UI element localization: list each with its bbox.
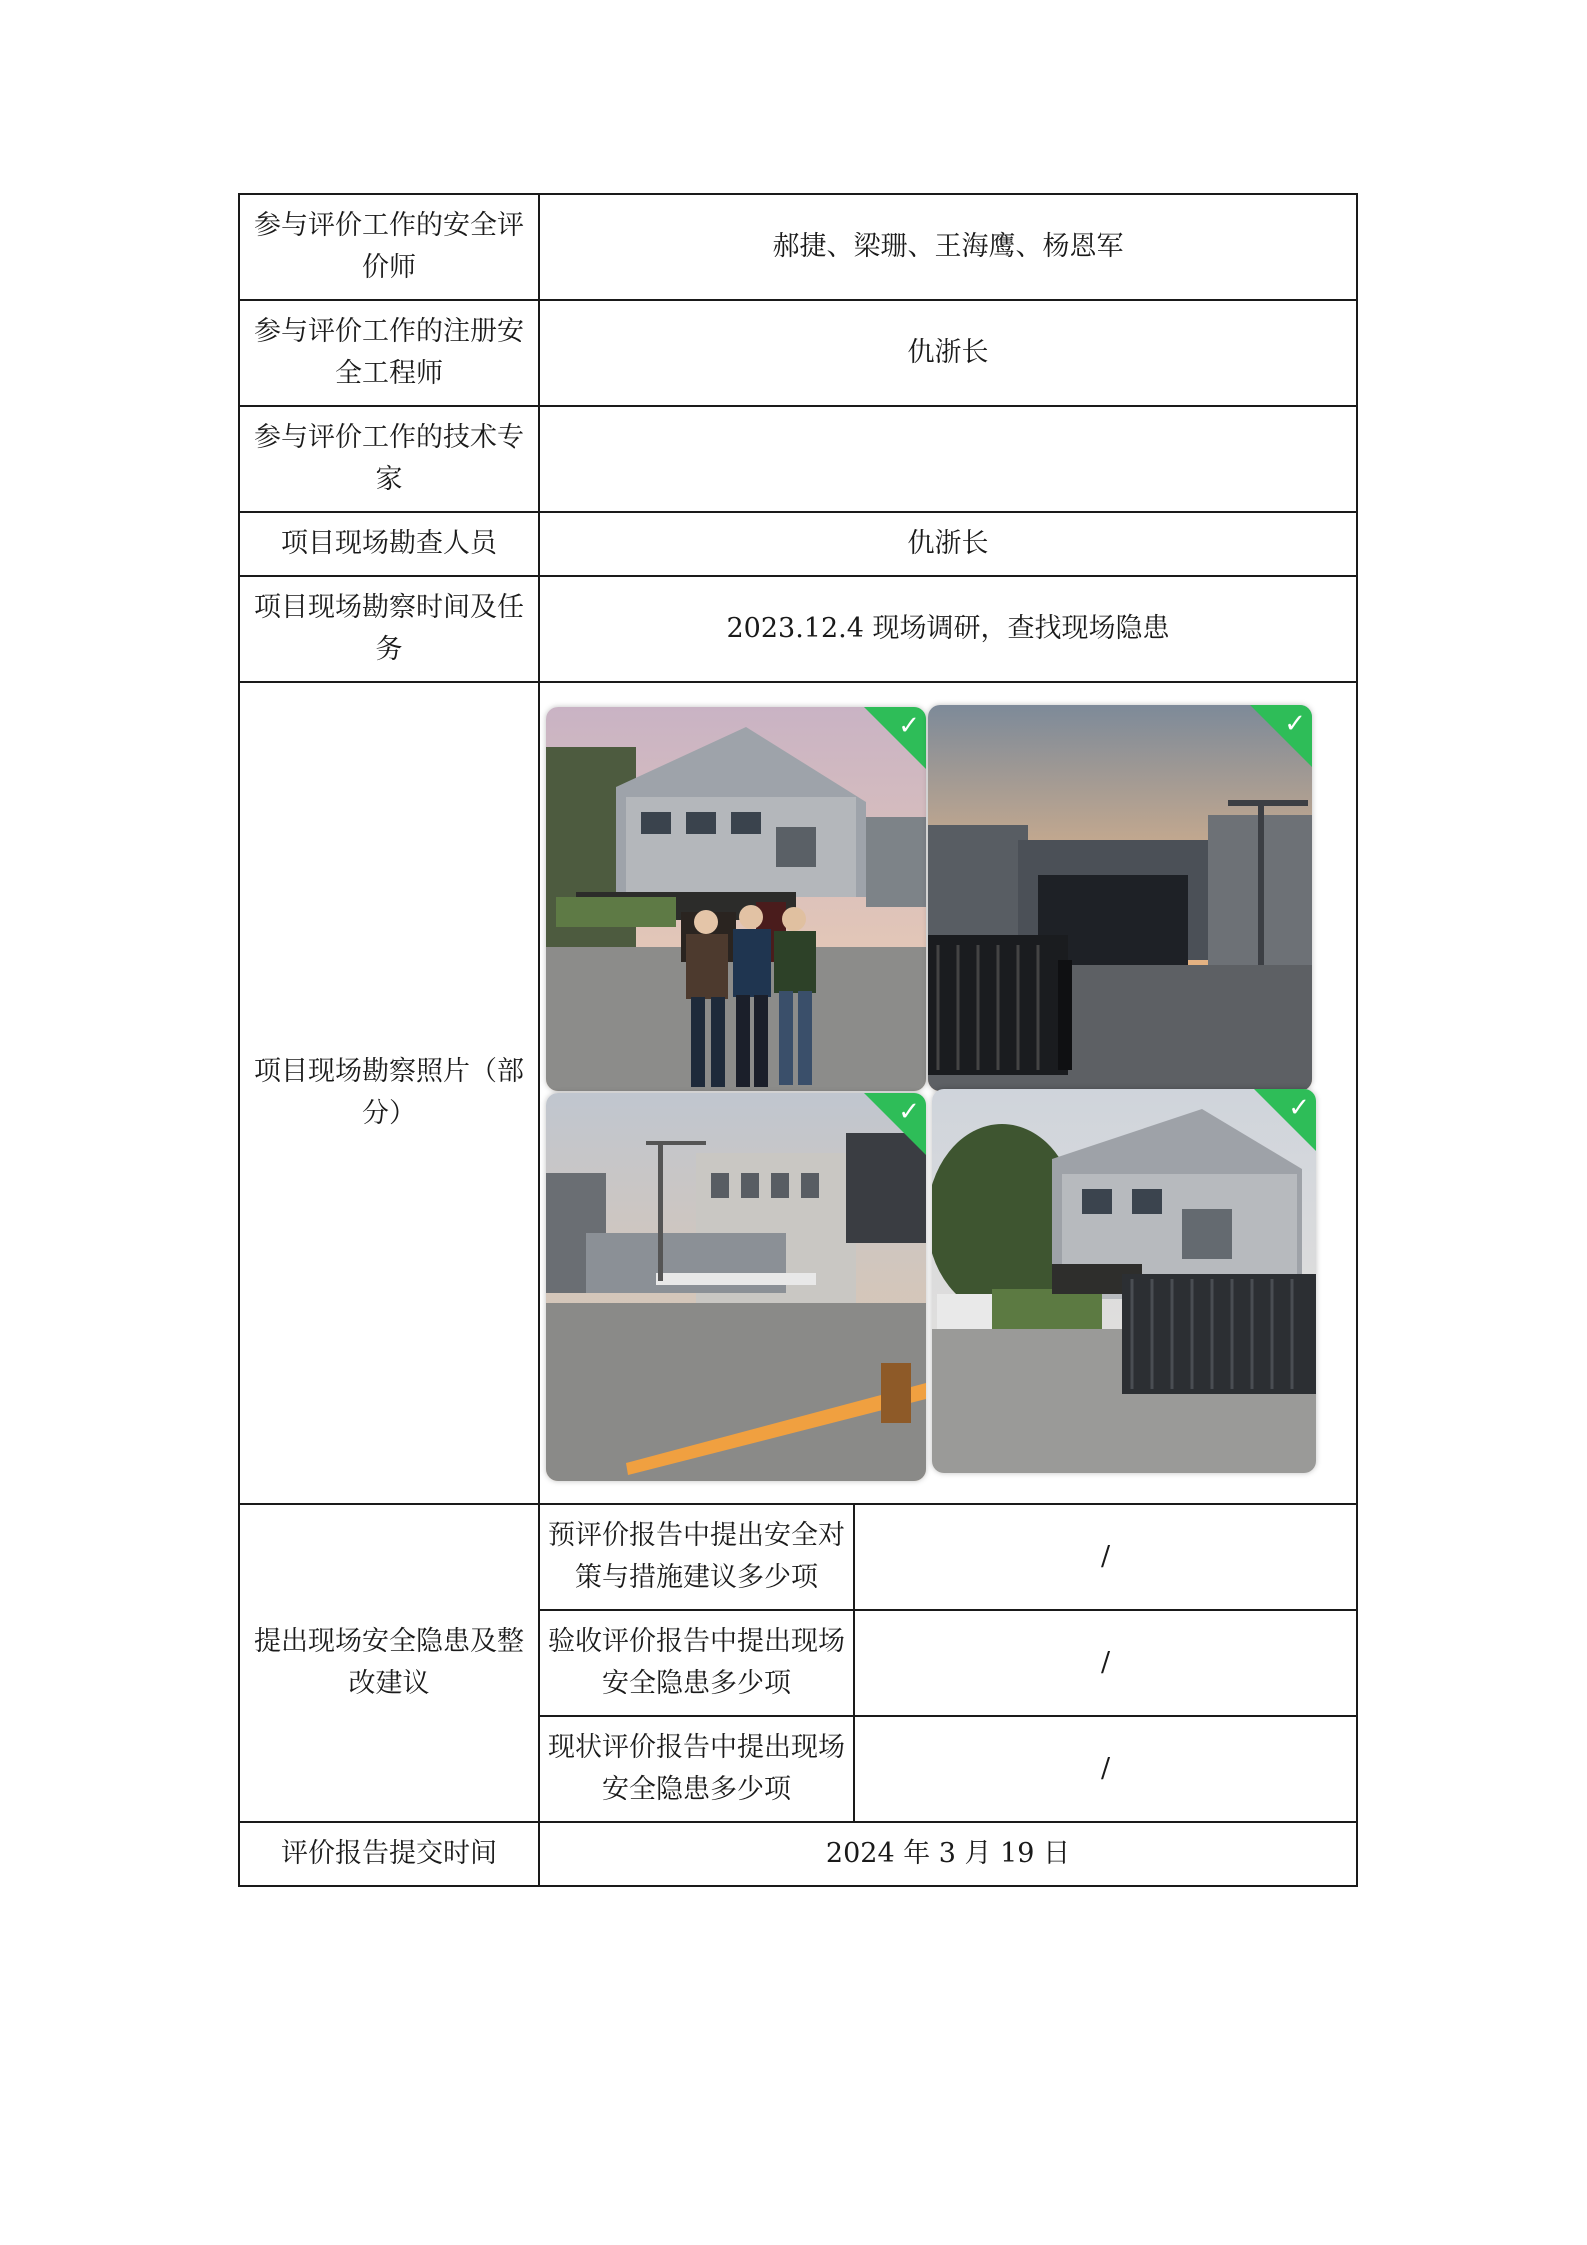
engineers-label: 参与评价工作的注册安全工程师	[239, 300, 539, 406]
evaluators-label: 参与评价工作的安全评价师	[239, 194, 539, 300]
hazard-item-value: /	[854, 1504, 1357, 1610]
surveyors-value: 仇浙长	[539, 512, 1357, 576]
evaluators-value: 郝捷、梁珊、王海鹰、杨恩军	[539, 194, 1357, 300]
hazard-item-label: 预评价报告中提出安全对策与措施建议多少项	[539, 1504, 854, 1610]
photo-grid	[540, 683, 1356, 1503]
submit-time-value: 2024 年 3 月 19 日	[539, 1822, 1357, 1886]
photos-label: 项目现场勘察照片（部分）	[239, 682, 539, 1504]
check-icon: ✓	[1288, 1093, 1310, 1123]
hazards-label: 提出现场安全隐患及整改建议	[239, 1504, 539, 1822]
survey-time-label: 项目现场勘察时间及任务	[239, 576, 539, 682]
row-engineers	[239, 300, 1357, 406]
hazard-item-value: /	[854, 1610, 1357, 1716]
hazard-item-label: 验收评价报告中提出现场安全隐患多少项	[539, 1610, 854, 1716]
check-icon: ✓	[1284, 709, 1306, 739]
row-hazards-1	[239, 1504, 1357, 1610]
row-survey-time	[239, 576, 1357, 682]
surveyors-label: 项目现场勘查人员	[239, 512, 539, 576]
check-icon: ✓	[898, 711, 920, 741]
hazard-item-value: /	[854, 1716, 1357, 1822]
experts-label: 参与评价工作的技术专家	[239, 406, 539, 512]
photo-building-sliding-gate	[932, 1089, 1316, 1473]
photo-building-with-three-people	[546, 707, 926, 1091]
row-submit-time	[239, 1822, 1357, 1886]
check-icon: ✓	[898, 1097, 920, 1127]
row-experts	[239, 406, 1357, 512]
photos-cell	[539, 682, 1357, 1504]
hazard-item-label: 现状评价报告中提出现场安全隐患多少项	[539, 1716, 854, 1822]
row-surveyors	[239, 512, 1357, 576]
photo-factory-gate-sunset	[928, 705, 1312, 1091]
experts-value	[539, 406, 1357, 512]
row-photos	[239, 682, 1357, 1504]
photo-entrance-barrier-gate	[546, 1093, 926, 1481]
engineers-value: 仇浙长	[539, 300, 1357, 406]
row-evaluators	[239, 194, 1357, 300]
submit-time-label: 评价报告提交时间	[239, 1822, 539, 1886]
survey-time-value: 2023.12.4 现场调研，查找现场隐患	[539, 576, 1357, 682]
evaluation-info-table	[238, 193, 1358, 1887]
